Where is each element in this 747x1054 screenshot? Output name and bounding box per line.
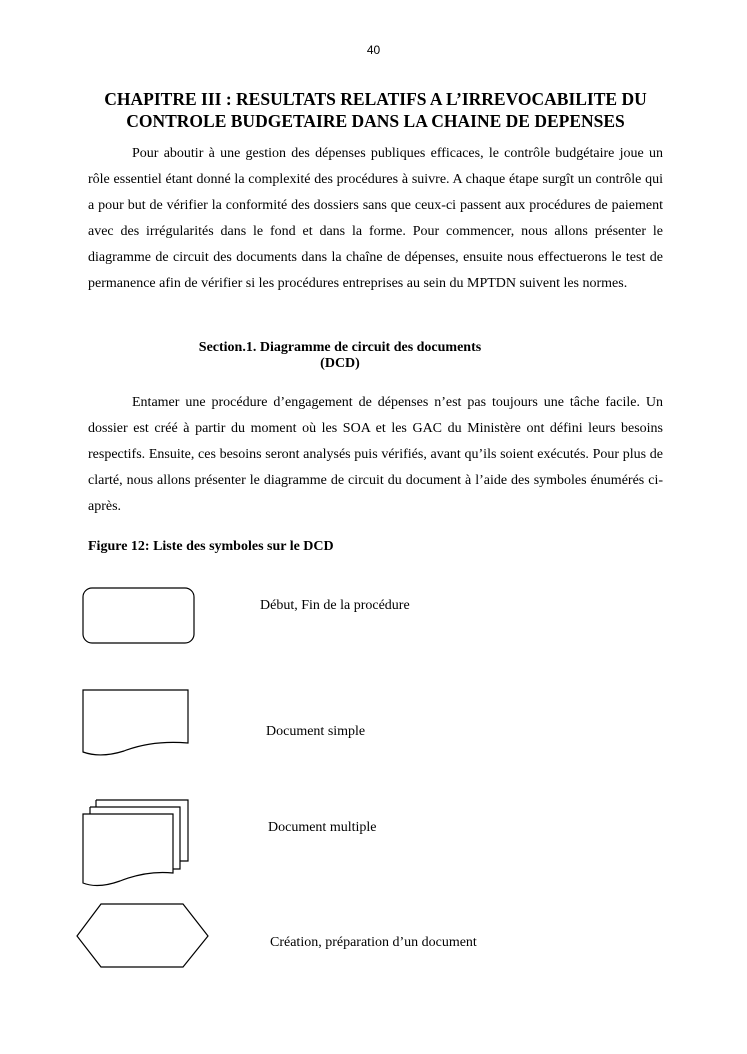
page-number: 40 [366,43,381,57]
section-title [160,340,520,372]
symbol-label-simple-document: Document simple [266,724,366,739]
section-title-line2: (DCD) [320,356,360,371]
symbol-label-creation: Création, préparation d’un document [270,935,477,950]
rounded-rectangle-icon [82,587,196,645]
figure-caption: Figure 12: Liste des symboles sur le DCD [88,539,334,554]
section-paragraph: Entamer une procédure d’engagement de dépenses n’est pas toujours une tâche facile. Un dossier est créé à partir du moment où les SOA et les GAC du Ministère ont défini leurs besoins respectifs. Ensuite, ces besoins seront analysés puis vérifiés, avant qu’ils soient exécutés. Pour plus de clarté, nous allons présenter le diagramme de circuit du document à l’aide des symboles énumérés ci-après. [88,395,663,514]
symbol-label-start-end: Début, Fin de la procédure [260,598,410,613]
hexagon-icon [76,903,210,969]
symbol-label-multiple-document: Document multiple [268,820,377,835]
multiple-document-icon [82,799,190,889]
intro-paragraph: Pour aboutir à une gestion des dépenses publiques efficaces, le contrôle budgétaire joue un rôle essentiel étant donné la complexité des procédures à suivre. A chaque étape surgît un contrôle qui a pour but de vérifier la conformité des dossiers sans que ceux-ci passent aux procédures de paiement avec des irrégularités dans le fond et dans la forme. Pour commencer, nous allons présenter le diagramme de circuit des documents dans la chaîne de dépenses, ensuite nous effectuerons le test de permanence afin de vérifier si les procédures entreprises au sein du MPTDN suivent les normes. [88,146,663,291]
document-icon [82,689,190,757]
chapter-title: CHAPITRE III : RESULTATS RELATIFS A L’IRREVOCABILITE DU CONTROLE BUDGETAIRE DANS LA CHAINE DE DEPENSES [104,89,647,131]
section-title-line1: Section.1. Diagramme de circuit des documents [198,340,482,355]
